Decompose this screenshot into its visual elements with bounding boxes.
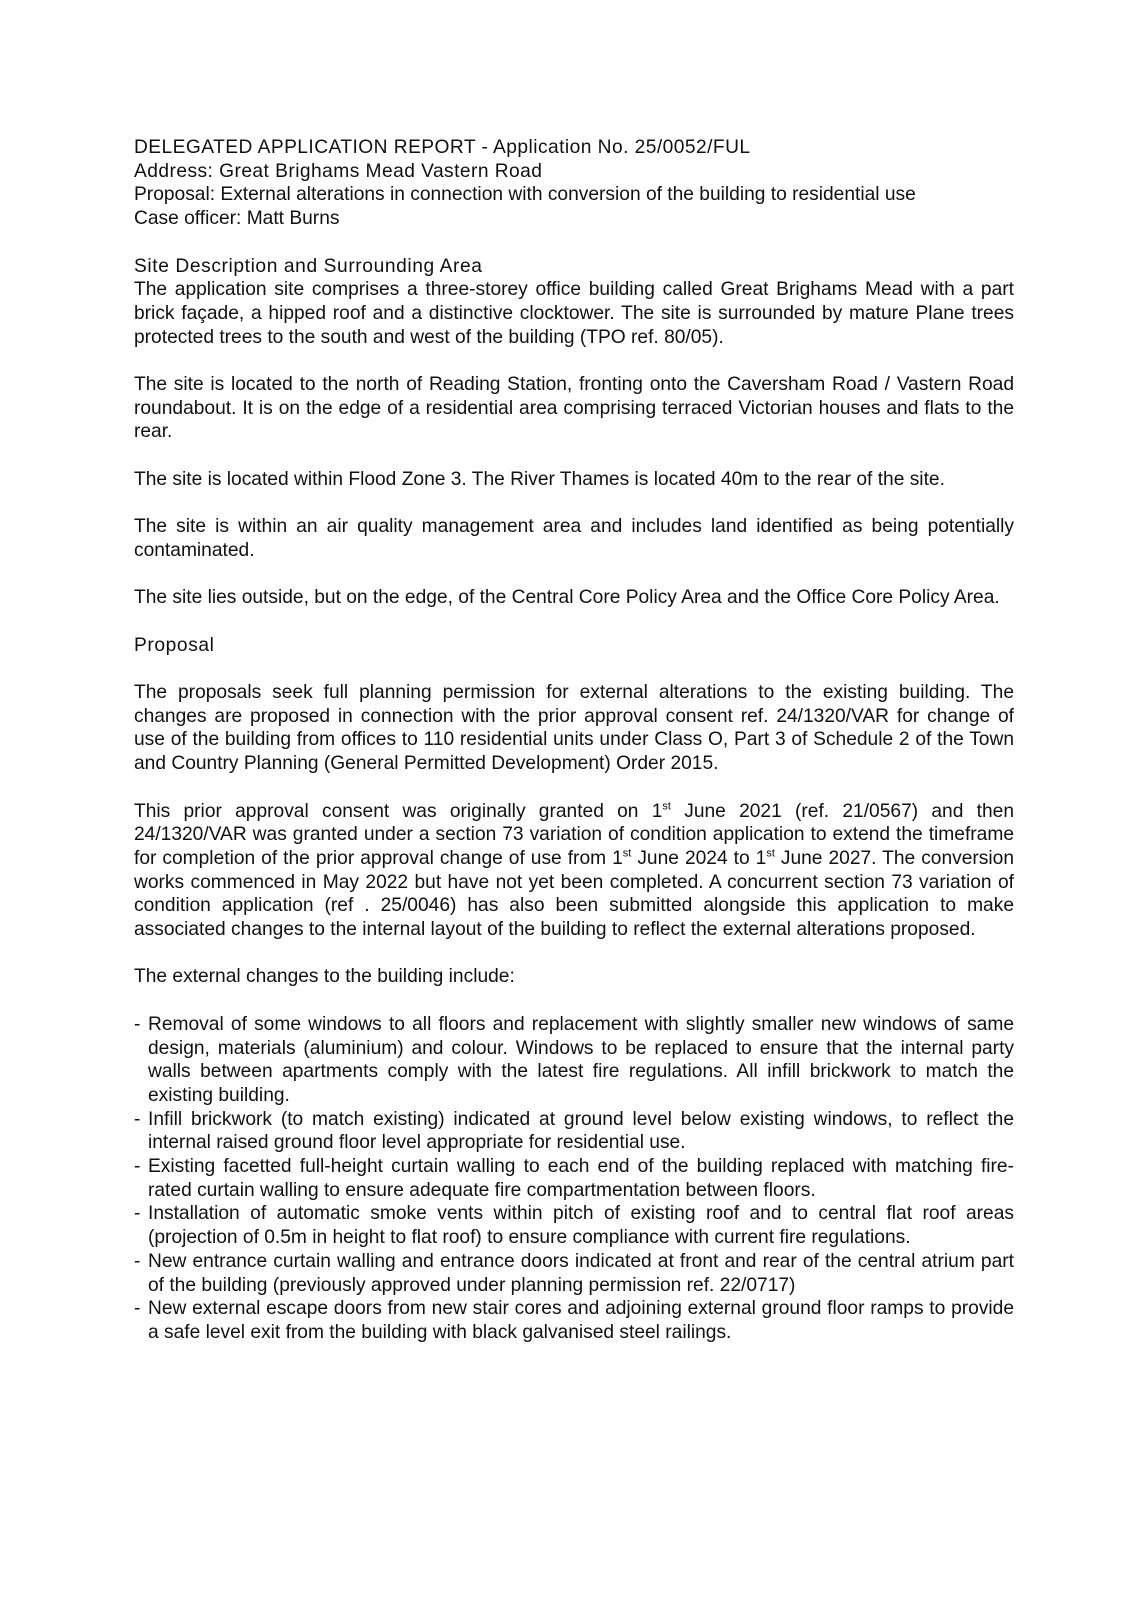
list-item-text: Installation of automatic smoke vents within pitch of existing roof and to central flat roof areas (projection of 0.5m in height to flat roof) to ensure compliance with current fire regulations. xyxy=(148,1203,1014,1249)
site-description-paragraph: The site is located within Flood Zone 3. The River Thames is located 40m to the rear of the site. xyxy=(134,468,945,490)
bullet-dash: - xyxy=(134,1203,141,1225)
list-item xyxy=(134,1297,1014,1344)
bullet-dash: - xyxy=(134,1108,141,1130)
list-item-text: Existing facetted full-height curtain walling to each end of the building replaced with matching fire-rated curtain walling to ensure adequate fire compartmentation between floors. xyxy=(148,1156,1014,1201)
ordinal-suffix: st xyxy=(766,847,775,860)
list-item xyxy=(134,1013,1014,1108)
bullet-dash: - xyxy=(134,1156,141,1178)
list-item-text: Removal of some windows to all floors and replacement with slightly smaller new windows of same design, materials (aluminium) and colour. Windows to be replaced to ensure that the internal party walls between apartments comply with the latest fire regulations. All infill brickwork to match the existing building. xyxy=(148,1013,1014,1106)
site-description-heading: Site Description and Surrounding Area xyxy=(134,255,483,277)
report-title: DELEGATED APPLICATION REPORT - Application No. 25/0052/FUL xyxy=(134,137,751,158)
report-page xyxy=(134,136,1014,1345)
bullet-dash: - xyxy=(134,1013,141,1035)
ordinal-suffix: st xyxy=(662,800,671,813)
changes-intro: The external changes to the building include: xyxy=(134,966,515,988)
site-description-paragraph: The site lies outside, but on the edge, of the Central Core Policy Area and the Office Core Policy Area. xyxy=(134,587,1000,609)
proposal-paragraph xyxy=(134,800,1014,942)
report-case-officer: Case officer: Matt Burns xyxy=(134,208,340,230)
list-item xyxy=(134,1202,1014,1249)
text-run: This prior approval consent was originally granted on 1 xyxy=(134,800,663,822)
list-item xyxy=(134,1155,1014,1202)
ordinal-suffix: st xyxy=(622,847,632,860)
report-proposal-summary: Proposal: External alterations in connection with conversion of the building to residential use xyxy=(134,184,916,206)
text-run: June 2027. The conversion works commenced in May 2022 but have not yet been completed. A concurrent section 73 variation of condition application (ref . 25/0046) has also been submitted alongside this application to make associated changes to the internal layout of the building to reflect the external alterations proposed. xyxy=(134,847,1015,941)
report-header xyxy=(134,136,1014,231)
site-description-paragraph: The site is within an air quality management area and includes land identified as being potentially contaminated. xyxy=(134,516,1014,561)
proposal-heading: Proposal xyxy=(134,634,215,656)
site-description-paragraph: The application site comprises a three-storey office building called Great Brighams Mead with a part brick façade, a hipped roof and a distinctive clocktower. The site is surrounded by mature Plane trees protected trees to the south and west of the building (TPO ref. 80/05). xyxy=(134,279,1014,348)
proposal-paragraph: The proposals seek full planning permission for external alterations to the existing building. The changes are proposed in connection with the prior approval consent ref. 24/1320/VAR for change of use of the building from offices to 110 residential units under Class O, Part 3 of Schedule 2 of the Town and Country Planning (General Permitted Development) Order 2015. xyxy=(134,682,1014,775)
list-item xyxy=(134,1108,1014,1155)
site-description-section xyxy=(134,255,1014,610)
bullet-dash: - xyxy=(134,1298,141,1320)
external-changes-list xyxy=(134,1013,1014,1345)
list-item-text: New external escape doors from new stair cores and adjoining external ground floor ramps to provide a safe level exit from the building with black galvanised steel railings. xyxy=(148,1298,1014,1343)
list-item xyxy=(134,1250,1014,1297)
site-description-paragraph: The site is located to the north of Reading Station, fronting onto the Caversham Road / Vastern Road roundabout. It is on the edge of a residential area comprising terraced Victorian houses and flats to the rear. xyxy=(134,374,1014,443)
text-run: June 2021 (ref. 21/0567) and then 24/1320/VAR was granted under a section 73 variation of condition application to extend the timeframe for completion of the prior approval change of use from 1 xyxy=(134,800,1014,869)
text-run: June 2024 to 1 xyxy=(631,847,767,869)
bullet-dash: - xyxy=(134,1250,141,1272)
list-item-text: New entrance curtain walling and entrance doors indicated at front and rear of the central atrium part of the building (previously approved under planning permission ref. 22/0717) xyxy=(148,1250,1014,1296)
list-item-text: Infill brickwork (to match existing) indicated at ground level below existing windows, to reflect the internal raised ground floor level appropriate for residential use. xyxy=(148,1108,1014,1154)
proposal-section xyxy=(134,634,1014,1345)
report-address: Address: Great Brighams Mead Vastern Road xyxy=(134,160,543,182)
